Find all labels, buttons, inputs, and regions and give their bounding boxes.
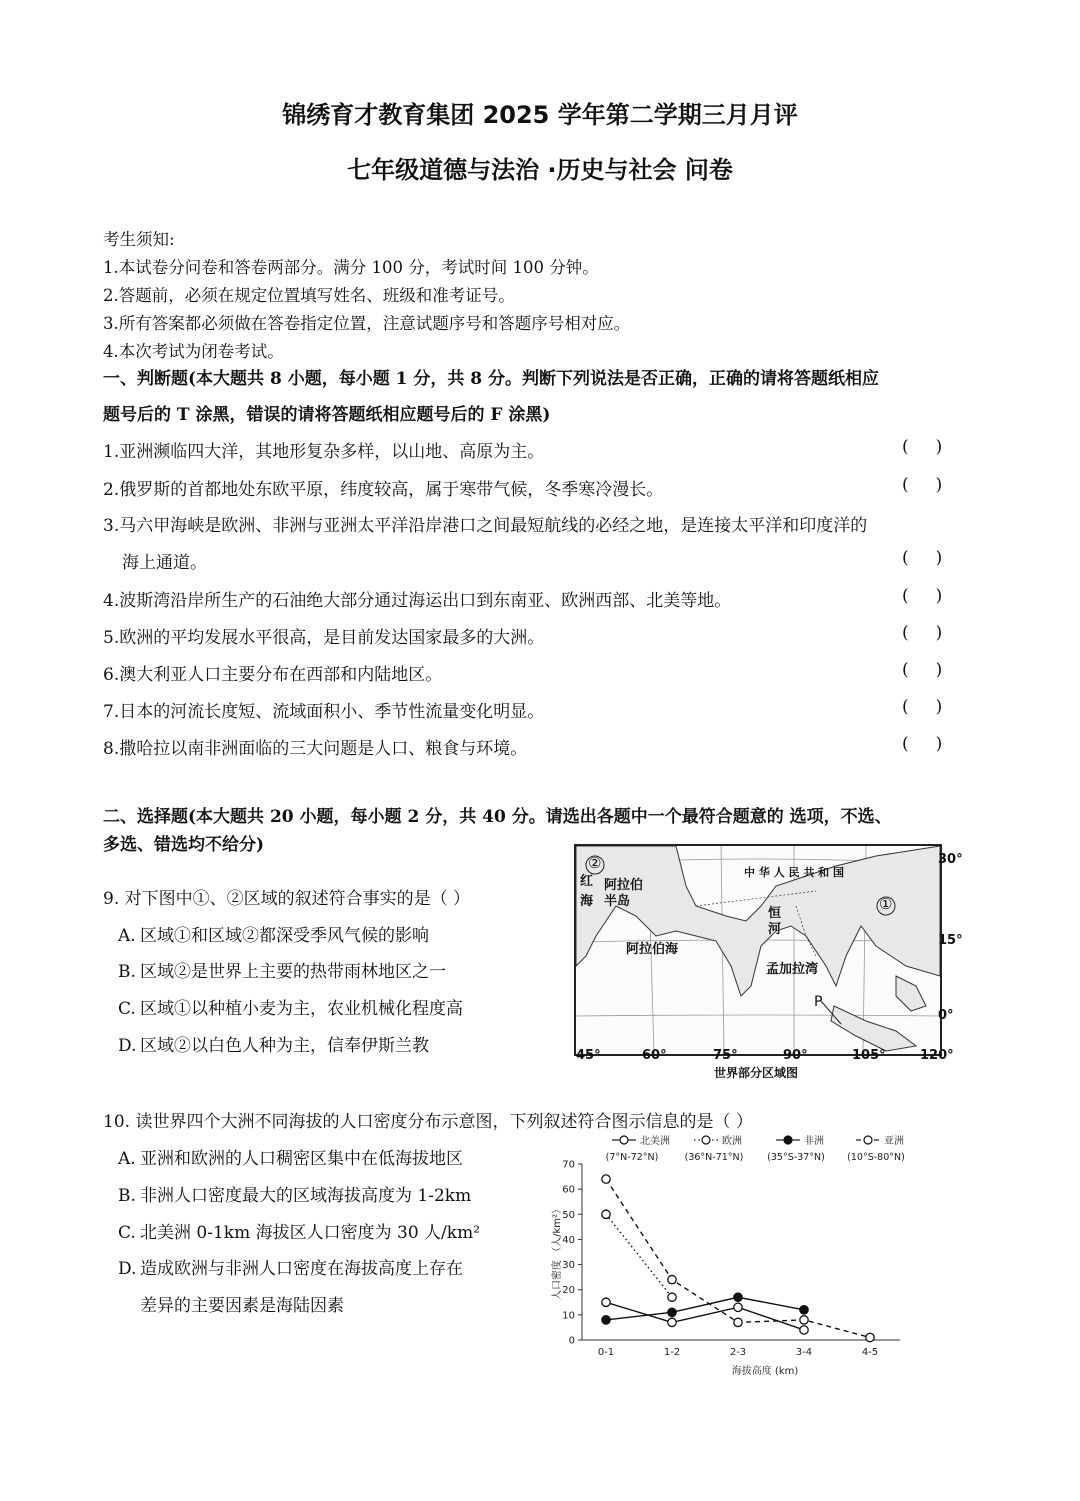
- data-point: [602, 1210, 610, 1218]
- map-label-region2: ②: [588, 854, 602, 872]
- legend-marker: [784, 1136, 792, 1144]
- answer-paren-3: ( ): [902, 548, 943, 568]
- map-caption: 世界部分区域图: [714, 1066, 799, 1080]
- section2-heading: 二、选择题(本大题共 20 小题，每小题 2 分，共 40 分。请选出各题中一个最符合题意的 选项，不选、: [103, 807, 892, 827]
- data-point: [800, 1316, 808, 1324]
- x-tick-label: 1-2: [663, 1347, 681, 1358]
- y-tick-label: 10: [562, 1310, 575, 1322]
- legend-range: (36°N-71°N): [684, 1152, 744, 1163]
- data-point: [602, 1298, 610, 1306]
- map-lat-15: 15°: [938, 933, 963, 948]
- map-lon-45: 45°: [576, 1048, 601, 1063]
- y-tick-label: 0: [568, 1335, 575, 1347]
- map-label-region1: ①: [879, 895, 893, 913]
- data-point: [734, 1318, 742, 1326]
- notice-item-4: 4.本次考试为闭卷考试。: [103, 342, 284, 361]
- answer-paren-8: ( ): [902, 734, 943, 754]
- q10-option-c: C. 北美洲 0-1km 海拔区人口密度为 30 人/km²: [118, 1223, 481, 1243]
- map-lon-75: 75°: [713, 1048, 738, 1063]
- map-label-point-p: P: [814, 994, 823, 1010]
- y-tick-label: 40: [562, 1234, 575, 1246]
- q9-option-b: B. 区域②是世界上主要的热带雨林地区之一: [118, 962, 446, 982]
- judge-question-8: 8.撒哈拉以南非洲面临的三大问题是人口、粮食与环境。: [103, 739, 528, 759]
- legend-label: 亚洲: [884, 1136, 904, 1147]
- notice-item-2: 2.答题前，必须在规定位置填写姓名、班级和准考证号。: [103, 286, 515, 305]
- data-point: [734, 1293, 742, 1301]
- population-density-chart: [540, 1128, 940, 1378]
- map-label-bay-of-bengal: 孟加拉湾: [766, 962, 819, 977]
- answer-paren-5: ( ): [902, 623, 943, 643]
- map-label-arabia: 阿拉伯: [604, 878, 644, 893]
- map-label-ganges-2: 河: [768, 922, 782, 937]
- chart-legend: [606, 1134, 905, 1163]
- data-point: [668, 1308, 676, 1316]
- map-label-red-sea: 红: [580, 874, 594, 889]
- q9-option-c: C. 区域①以种植小麦为主，农业机械化程度高: [118, 999, 463, 1019]
- map-lon-120: 120°: [920, 1048, 954, 1063]
- y-tick-label: 20: [562, 1285, 575, 1297]
- judge-question-4: 4.波斯湾沿岸所生产的石油绝大部分通过海运出口到东南亚、欧洲西部、北美等地。: [103, 591, 732, 611]
- exam-title: 锦绣育才教育集团 2025 学年第二学期三月月评: [282, 101, 798, 129]
- y-tick-label: 60: [562, 1184, 575, 1196]
- judge-question-5: 5.欧洲的平均发展水平很高，是目前发达国家最多的大洲。: [103, 628, 545, 648]
- data-point: [800, 1306, 808, 1314]
- legend-range: (7°N-72°N): [605, 1152, 659, 1163]
- chart-series: [602, 1175, 874, 1342]
- judge-question-6: 6.澳大利亚人口主要分布在西部和内陆地区。: [103, 665, 443, 685]
- y-axis-title: 人口密度 （人/km²）: [552, 1203, 563, 1301]
- data-point: [866, 1333, 874, 1341]
- map-lon-60: 60°: [642, 1048, 667, 1063]
- exam-subtitle: 七年级道德与法治 ·历史与社会 问卷: [347, 156, 733, 184]
- section1-heading: 一、判断题(本大题共 8 小题，每小题 1 分，共 8 分。判断下列说法是否正确，正确的请将答题纸相应: [103, 369, 880, 389]
- q9-option-a: A. 区域①和区域②都深受季风气候的影响: [118, 926, 429, 946]
- y-tick-label: 50: [562, 1209, 575, 1221]
- map-lon-90: 90°: [783, 1048, 808, 1063]
- answer-paren-1: ( ): [902, 437, 943, 457]
- notice-item-1: 1.本试卷分问卷和答卷两部分。满分 100 分，考试时间 100 分钟。: [103, 258, 599, 277]
- answer-paren-4: ( ): [902, 586, 943, 606]
- answer-paren-2: ( ): [902, 475, 943, 495]
- x-tick-label: 3-4: [795, 1347, 813, 1358]
- map-label-ganges: 恒: [768, 906, 782, 921]
- data-point: [668, 1318, 676, 1326]
- notice-item-3: 3.所有答案都必须做在答卷指定位置，注意试题序号和答题序号相对应。: [103, 314, 631, 333]
- q10-option-d: D. 造成欧洲与非洲人口密度在海拔高度上存在: [118, 1259, 463, 1279]
- data-point: [602, 1316, 610, 1324]
- answer-paren-6: ( ): [902, 660, 943, 680]
- legend-marker: [620, 1136, 628, 1144]
- choice-question-9: 9. 对下图中①、②区域的叙述符合事实的是（ ）: [103, 889, 471, 909]
- legend-marker: [864, 1136, 872, 1144]
- answer-paren-7: ( ): [902, 697, 943, 717]
- legend-marker: [702, 1136, 710, 1144]
- chart-axes: [550, 1160, 900, 1378]
- notice-heading: 考生须知:: [103, 230, 175, 249]
- legend-label: 北美洲: [640, 1136, 670, 1147]
- map-label-red-sea-2: 海: [580, 894, 594, 909]
- judge-question-2: 2.俄罗斯的首都地处东欧平原，纬度较高，属于寒带气候，冬季寒冷漫长。: [103, 480, 664, 500]
- series-line-3: [606, 1297, 804, 1320]
- x-tick-label: 2-3: [729, 1347, 747, 1358]
- y-tick-label: 30: [562, 1260, 575, 1272]
- map-lon-105: 105°: [852, 1048, 886, 1063]
- data-point: [734, 1303, 742, 1311]
- series-line-2: [606, 1214, 672, 1297]
- q10-option-a: A. 亚洲和欧洲的人口稠密区集中在低海拔地区: [118, 1149, 463, 1169]
- judge-question-3-cont: 海上通道。: [122, 553, 207, 573]
- data-point: [602, 1175, 610, 1183]
- data-point: [668, 1275, 676, 1283]
- legend-range: (10°S-80°N): [847, 1152, 905, 1163]
- map-label-arabian-sea: 阿拉伯海: [626, 942, 679, 957]
- map-label-arabia-2: 半岛: [604, 894, 631, 909]
- section1-heading-cont: 题号后的 T 涂黑，错误的请将答题纸相应题号后的 F 涂黑): [103, 405, 551, 425]
- x-tick-label: 0-1: [597, 1347, 615, 1358]
- legend-label: 欧洲: [722, 1136, 742, 1147]
- section2-heading-cont: 多选、错选均不给分): [103, 835, 265, 855]
- legend-label: 非洲: [804, 1136, 824, 1147]
- judge-question-3: 3.马六甲海峡是欧洲、非洲与亚洲太平洋沿岸港口之间最短航线的必经之地，是连接太平洋和印度洋的: [103, 516, 868, 536]
- q10-option-b: B. 非洲人口密度最大的区域海拔高度为 1-2km: [118, 1186, 472, 1206]
- map-label-china: 中 华 人 民 共 和 国: [744, 866, 844, 879]
- choice-question-10: 10. 读世界四个大洲不同海拔的人口密度分布示意图，下列叙述符合图示信息的是（ ）: [103, 1112, 753, 1132]
- q10-option-d-cont: 差异的主要因素是海陆因素: [140, 1296, 344, 1316]
- y-tick-label: 70: [562, 1159, 575, 1171]
- x-axis-title: 海拔高度 (km): [731, 1366, 799, 1377]
- map-lat-30: 30°: [938, 852, 963, 867]
- x-tick-label: 4-5: [861, 1347, 879, 1358]
- map-lat-0: 0°: [938, 1008, 954, 1023]
- judge-question-1: 1.亚洲濒临四大洋，其地形复杂多样，以山地、高原为主。: [103, 442, 545, 462]
- world-region-map: [574, 844, 942, 1056]
- q9-option-d: D. 区域②以白色人种为主，信奉伊斯兰教: [118, 1036, 429, 1056]
- legend-range: (35°S-37°N): [767, 1152, 825, 1163]
- data-point: [668, 1293, 676, 1301]
- data-point: [800, 1326, 808, 1334]
- judge-question-7: 7.日本的河流长度短、流域面积小、季节性流量变化明显。: [103, 702, 545, 722]
